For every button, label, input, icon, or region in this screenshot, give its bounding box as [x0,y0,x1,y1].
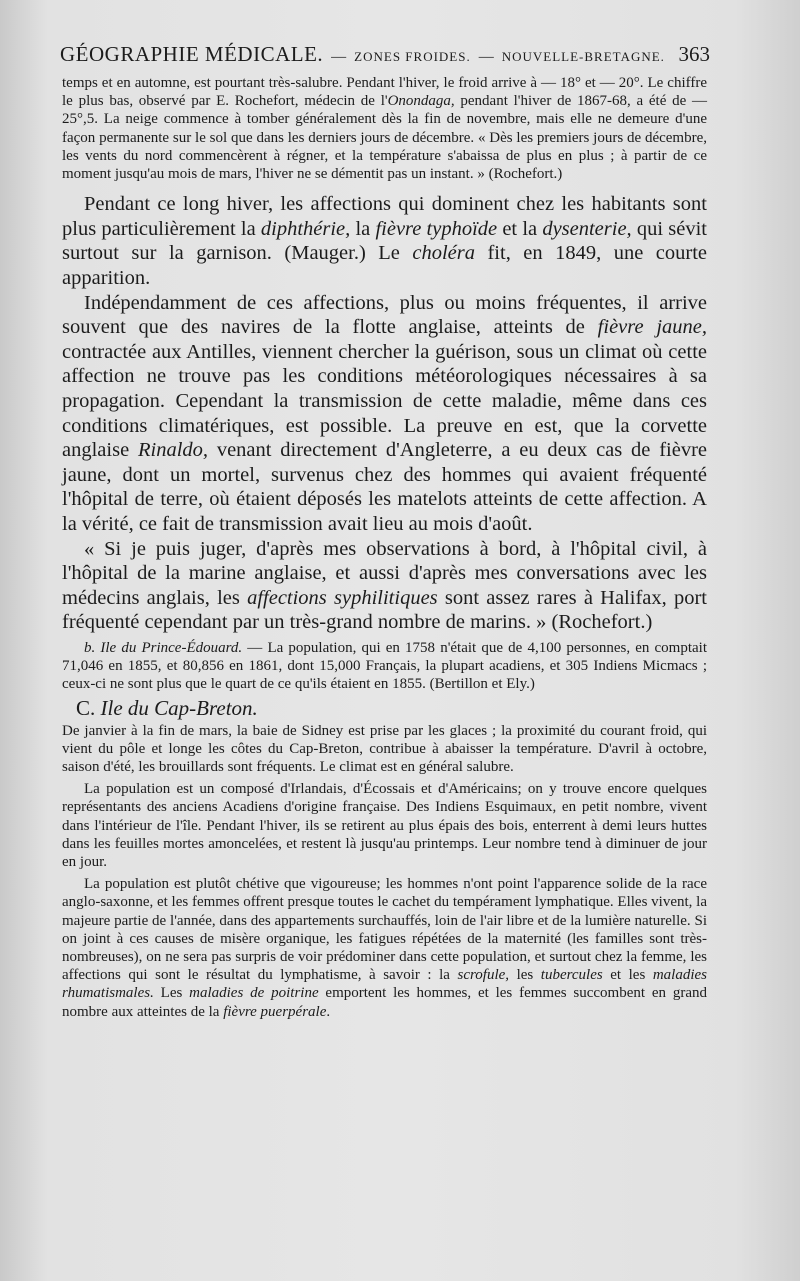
page-number: 363 [678,42,710,66]
header-section-region: NOUVELLE-BRETAGNE. [501,49,665,64]
section-heading-cap-breton: C. Ile du Cap-Breton. [76,695,258,720]
paragraph-winter-diseases: Pendant ce long hiver, les affections qui dominent chez les habitants sont plus particulièrement la diphthérie, la fièvre typhoïde et la dysenterie, qui sévit surtout sur la garnison. (Mauger.) Le choléra fit, en 1849, une courte apparition. [62,193,707,289]
page-body [62,74,707,1021]
paragraph-prince-edward: b. Ile du Prince-Édouard. — La population, qui en 1758 n'était que de 4,100 personnes, en comptait 71,046 en 1855, et 80,856 en 1861, dont 15,000 Français, la plupart acadiens, et 305 Indiens Micmacs ; ceux-ci ne sont plus que le quart de ce qu'ils étaient en 1855. (Bertillon et Ely.) [62,639,707,693]
header-separator: — [331,49,347,65]
paragraph-yellow-fever: Indépendamment de ces affections, plus ou moins fréquentes, il arrive souvent que des navires de la flotte anglaise, atteints de fièvre jaune, contractée aux Antilles, viennent chercher la guérison, sous un climat où cette affection ne trouve pas les conditions météorologiques nécessaires à sa propagation. Cependant la transmission de cette maladie, même dans ces conditions climatériques, est possible. La preuve en est, que la corvette anglaise Rinaldo, venant directement d'Angleterre, a eu deux cas de fièvre jaune, dont un mortel, survenus chez des hommes qui avaient fréquenté l'hôpital de terre, où étaient déposés les matelots atteints de cette affection. A la vérité, ce fait de transmission avait lieu au mois d'août. [62,291,708,535]
paragraph-climate-winter: temps et en automne, est pourtant très-salubre. Pendant l'hiver, le froid arrive à — 18° et — 20°. Le chiffre le plus bas, observé par E. Rochefort, médecin de l'Onondaga, pendant l'hiver de 1867-68, a été de — 25°,5. La neige commence à tomber généralement dès la fin de novembre, mais elle ne demeure d'une façon permanente sur le sol que dans les derniers jours de décembre. « Dès les premiers jours de décembre, les vents du nord commencèrent à régner, et la température s'abaissa de plus en plus ; à partir de ce moment jusqu'au mois de mars, l'hiver ne se démentit pas un instant. » (Rochefort.) [62,75,707,183]
header-section-zones: ZONES FROIDES. [354,49,471,64]
header-title: GÉOGRAPHIE MÉDICALE. [60,42,324,66]
paragraph-cap-breton-health: La population est plutôt chétive que vigoureuse; les hommes n'ont point l'apparence solide de la race anglo-saxonne, et les femmes offrent presque toutes le cachet du tempérament lymphatique. Elles vivent, la majeure partie de l'année, dans des appartements surchauffés, loin de l'air libre et de la lumière naturelle. Si on joint à ces causes de misère organique, les fatigues répétées de la maternité (les familles sont très-nombreuses), on ne sera pas surpris de voir prédominer dans cette population, et surtout chez la femme, les affections qui sont le résultat du lymphatisme, à savoir : la scrofule, les tubercules et les maladies rhumatismales. Les maladies de poitrine emportent les hommes, et les femmes succombent en grand nombre aux atteintes de la fièvre puerpérale. [62,876,707,1020]
running-header [60,42,710,67]
header-separator: — [478,49,494,65]
paragraph-cap-breton-climate: De janvier à la fin de mars, la baie de Sidney est prise par les glaces ; la proximité du courant froid, qui vient du pôle et longe les côtes du Cap-Breton, contribue à abaisser la température. D'avril à octobre, saison d'été, les brouillards sont fréquents. Le climat est en général salubre. [62,722,707,775]
paragraph-halifax-quote: « Si je puis juger, d'après mes observations à bord, à l'hôpital civil, à l'hôpital de la marine anglaise, et aussi d'après mes conversations avec les médecins anglais, les affections syphilitiques sont assez rares à Halifax, port fréquenté cependant par un très-grand nombre de marins. » (Rochefort.) [62,537,707,634]
paragraph-cap-breton-population: La population est un composé d'Irlandais, d'Écossais et d'Américains; on y trouve encore quelques représentants des anciens Acadiens d'origine française. Des Indiens Esquimaux, en petit nombre, vivent dans l'intérieur de l'île. Pendant l'hiver, ils se retirent au plus épais des bois, enterrent à demi leurs huttes dans les feuilles mortes amoncelées, et restent là jusqu'au printemps. Leur nombre tend à diminuer de jour en jour. [62,781,707,870]
